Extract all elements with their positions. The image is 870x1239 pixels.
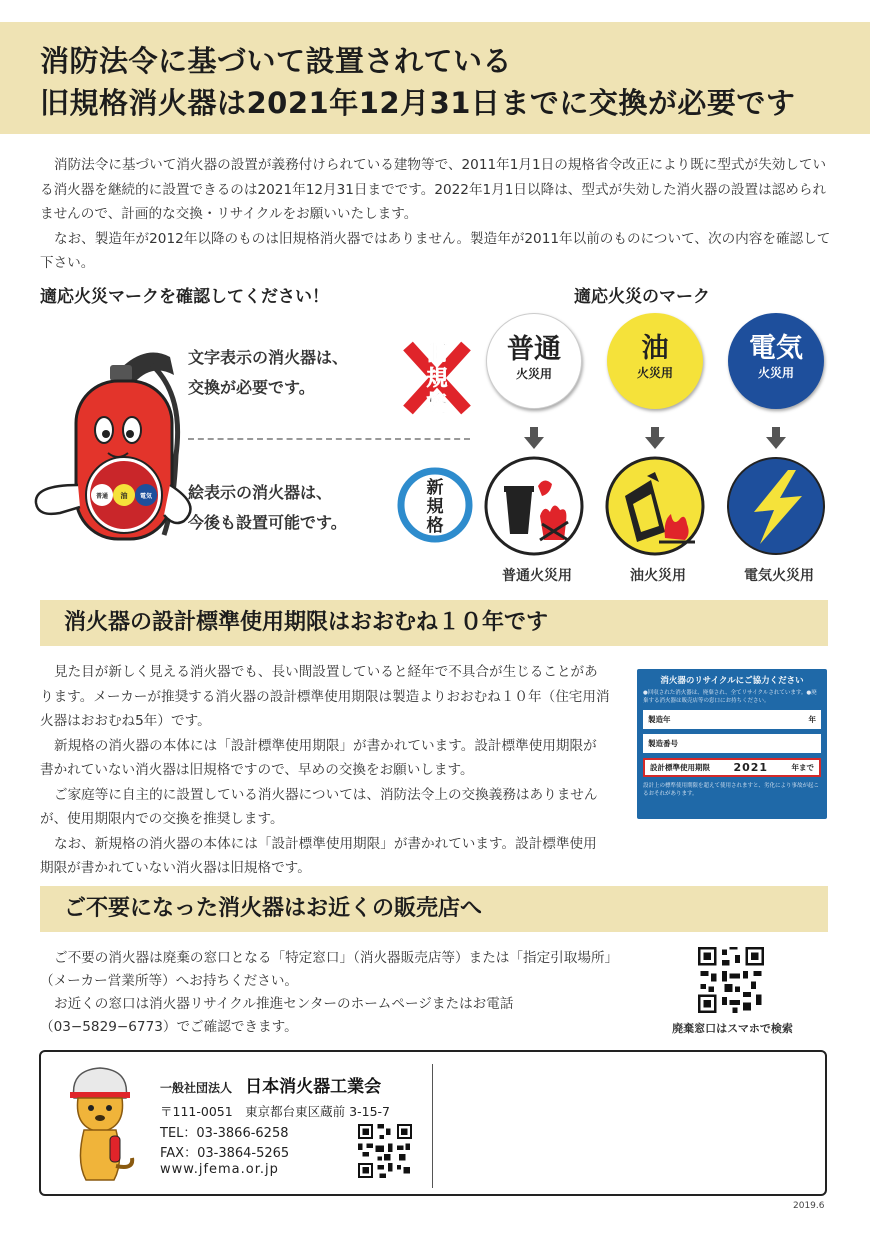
body-paragraph: 新規格の消火器の本体には「設計標準使用期限」が書かれています。設計標準使用期限が書かれていない消火器は旧規格ですので、早めの交換をお願いします。 bbox=[40, 737, 597, 778]
label-row-title: 製造年 bbox=[648, 715, 671, 724]
body-paragraph: なお、新規格の消火器の本体には「設計標準使用期限」が書かれています。設計標準使用期限が書かれていない消火器は旧規格です。 bbox=[40, 835, 597, 876]
header-title-line2: 旧規格消火器は2021年12月31日までに交換が必要です bbox=[40, 86, 796, 120]
mascot-badge-ordinary: 普通 bbox=[95, 493, 109, 500]
footer-box bbox=[39, 1050, 827, 1196]
new-badge-char: 格 bbox=[426, 516, 444, 536]
label-card-note: ●回収された消火器は、廃棄され、全てリサイクルされています。●廃棄する消火器は販売店等の窓口にお持ちください。 bbox=[643, 690, 817, 704]
label-card-title: 消火器のリサイクルにご協力ください bbox=[660, 676, 804, 686]
mark-main-label: 電気 bbox=[749, 333, 803, 364]
new-type-text bbox=[188, 478, 347, 538]
org-name: 日本消火器工業会 bbox=[245, 1077, 382, 1097]
label-row-unit: 年 bbox=[808, 715, 816, 724]
intro-paragraph: 消防法令に基づいて消火器の設置が義務付けられている建物等で、2011年1月1日の規格省令改正により既に型式が失効している消火器を継続的に設置できるのは2021年12月31日までです。2022年1月1日以降は、型式が失効した消火器の設置は認められませんので、計画的な交換・リサイクルをお願いいたします。 bbox=[40, 157, 827, 222]
old-spec-cross-icon bbox=[402, 338, 472, 418]
issue-date: 2019.6 bbox=[793, 1201, 825, 1211]
new-badge-char: 新 bbox=[426, 478, 444, 498]
mascot-badge-electric: 電気 bbox=[139, 493, 153, 500]
org-website-link[interactable]: www.jfema.or.jp bbox=[160, 1162, 279, 1177]
label-row-serial bbox=[643, 734, 821, 753]
body-paragraph: 見た目が新しく見える消火器でも、長い間設置していると経年で不具合が生じることがあります。メーカーが推奨する消火器の設計標準使用期限は製造よりおおむね１０年（住宅用消火器はおおむね5年）です。 bbox=[40, 664, 610, 729]
arrow-down-icon bbox=[524, 427, 544, 449]
new-spec-badge-icon bbox=[396, 466, 474, 544]
new-type-line: 今後も設置可能です。 bbox=[188, 513, 347, 532]
recycle-label-card bbox=[637, 669, 827, 819]
oil-fire-text-mark bbox=[607, 313, 703, 409]
footer-divider bbox=[432, 1064, 433, 1188]
header-title-line1: 消防法令に基づいて設置されている bbox=[40, 44, 513, 78]
pictogram-label: 普通火災用 bbox=[502, 568, 572, 584]
electric-fire-pictogram-icon bbox=[726, 456, 826, 556]
section-banner-disposal: ご不要になった消火器はお近くの販売店へ bbox=[40, 886, 828, 932]
old-type-line: 文字表示の消火器は、 bbox=[188, 348, 349, 367]
qr-code-icon[interactable] bbox=[358, 1124, 412, 1178]
body-paragraph: ご家庭等に自主的に設置している消火器については、消防法令上の交換義務はありませんが、使用期限内での交換を推奨します。 bbox=[40, 786, 598, 827]
pictogram-label: 電気火災用 bbox=[744, 568, 814, 584]
qr-caption: 廃棄窓口はスマホで検索 bbox=[672, 1022, 793, 1035]
body-paragraph: ご不要の消火器は廃棄の窓口となる「特定窓口」（消火器販売店等）または「指定引取場所」（メーカー営業所等）へお持ちください。 bbox=[40, 950, 612, 989]
electric-fire-text-mark bbox=[728, 313, 824, 409]
old-badge-char: 旧 bbox=[426, 341, 448, 365]
label-row-expiry bbox=[643, 758, 821, 777]
old-type-line: 交換が必要です。 bbox=[188, 378, 315, 397]
ordinary-fire-text-mark bbox=[486, 313, 582, 409]
disposal-text bbox=[40, 947, 615, 1039]
oil-fire-pictogram-icon bbox=[605, 456, 705, 556]
org-prefix: 一般社団法人 bbox=[160, 1081, 233, 1095]
arrow-down-icon bbox=[766, 427, 786, 449]
mark-sub-label: 火災用 bbox=[636, 366, 673, 380]
old-badge-char: 規 bbox=[426, 366, 448, 390]
service-life-text bbox=[40, 660, 610, 881]
old-badge-char: 格 bbox=[426, 391, 448, 415]
section-banner-service-life: 消火器の設計標準使用期限はおおむね１０年です bbox=[40, 600, 828, 646]
dog-mascot-icon bbox=[60, 1062, 140, 1186]
old-type-text bbox=[188, 343, 348, 403]
label-row-year-value: 2021 bbox=[733, 761, 769, 774]
qr-code-icon[interactable] bbox=[698, 947, 764, 1013]
mascot-badge-oil: 油 bbox=[120, 492, 128, 500]
label-row-unit: 年まで bbox=[791, 763, 814, 772]
mark-sub-label: 火災用 bbox=[757, 366, 794, 380]
intro-paragraph: なお、製造年が2012年以降のものは旧規格消火器ではありません。製造年が2011年以前のものについて、次の内容を確認して下さい。 bbox=[40, 230, 831, 271]
header-banner bbox=[0, 22, 870, 134]
org-tel: TEL：03-3866-6258 bbox=[160, 1126, 289, 1141]
label-card-footnote: 設計上の標準使用期限を超えて使用されますと、劣化により事故が起こるおそれがあります。 bbox=[643, 783, 820, 797]
label-row-title: 製造番号 bbox=[648, 739, 678, 748]
ordinary-fire-pictogram-icon bbox=[484, 456, 584, 556]
intro-text bbox=[40, 153, 835, 276]
body-paragraph: お近くの窓口は消火器リサイクル推進センターのホームページまたはお電話（03−5829−6773）でご確認できます。 bbox=[40, 996, 514, 1035]
check-marks-heading: 適応火災マークを確認してください！ bbox=[40, 287, 329, 307]
mark-main-label: 油 bbox=[641, 333, 669, 364]
org-address: 〒111-0051 東京都台東区蔵前 3-15-7 bbox=[160, 1104, 390, 1119]
extinguisher-mascot-icon bbox=[24, 335, 199, 550]
dashed-divider bbox=[188, 438, 470, 440]
mark-sub-label: 火災用 bbox=[515, 367, 552, 381]
org-fax: FAX：03-3864-5265 bbox=[160, 1146, 290, 1161]
mark-main-label: 普通 bbox=[507, 334, 561, 365]
label-row-title: 設計標準使用期限 bbox=[650, 763, 710, 772]
new-badge-char: 規 bbox=[426, 497, 444, 517]
arrow-down-icon bbox=[645, 427, 665, 449]
org-line bbox=[160, 1072, 381, 1097]
fire-marks-heading: 適応火災のマーク bbox=[574, 287, 710, 307]
label-row-year bbox=[643, 710, 821, 729]
pictogram-label: 油火災用 bbox=[630, 568, 686, 584]
new-type-line: 絵表示の消火器は、 bbox=[188, 483, 333, 502]
